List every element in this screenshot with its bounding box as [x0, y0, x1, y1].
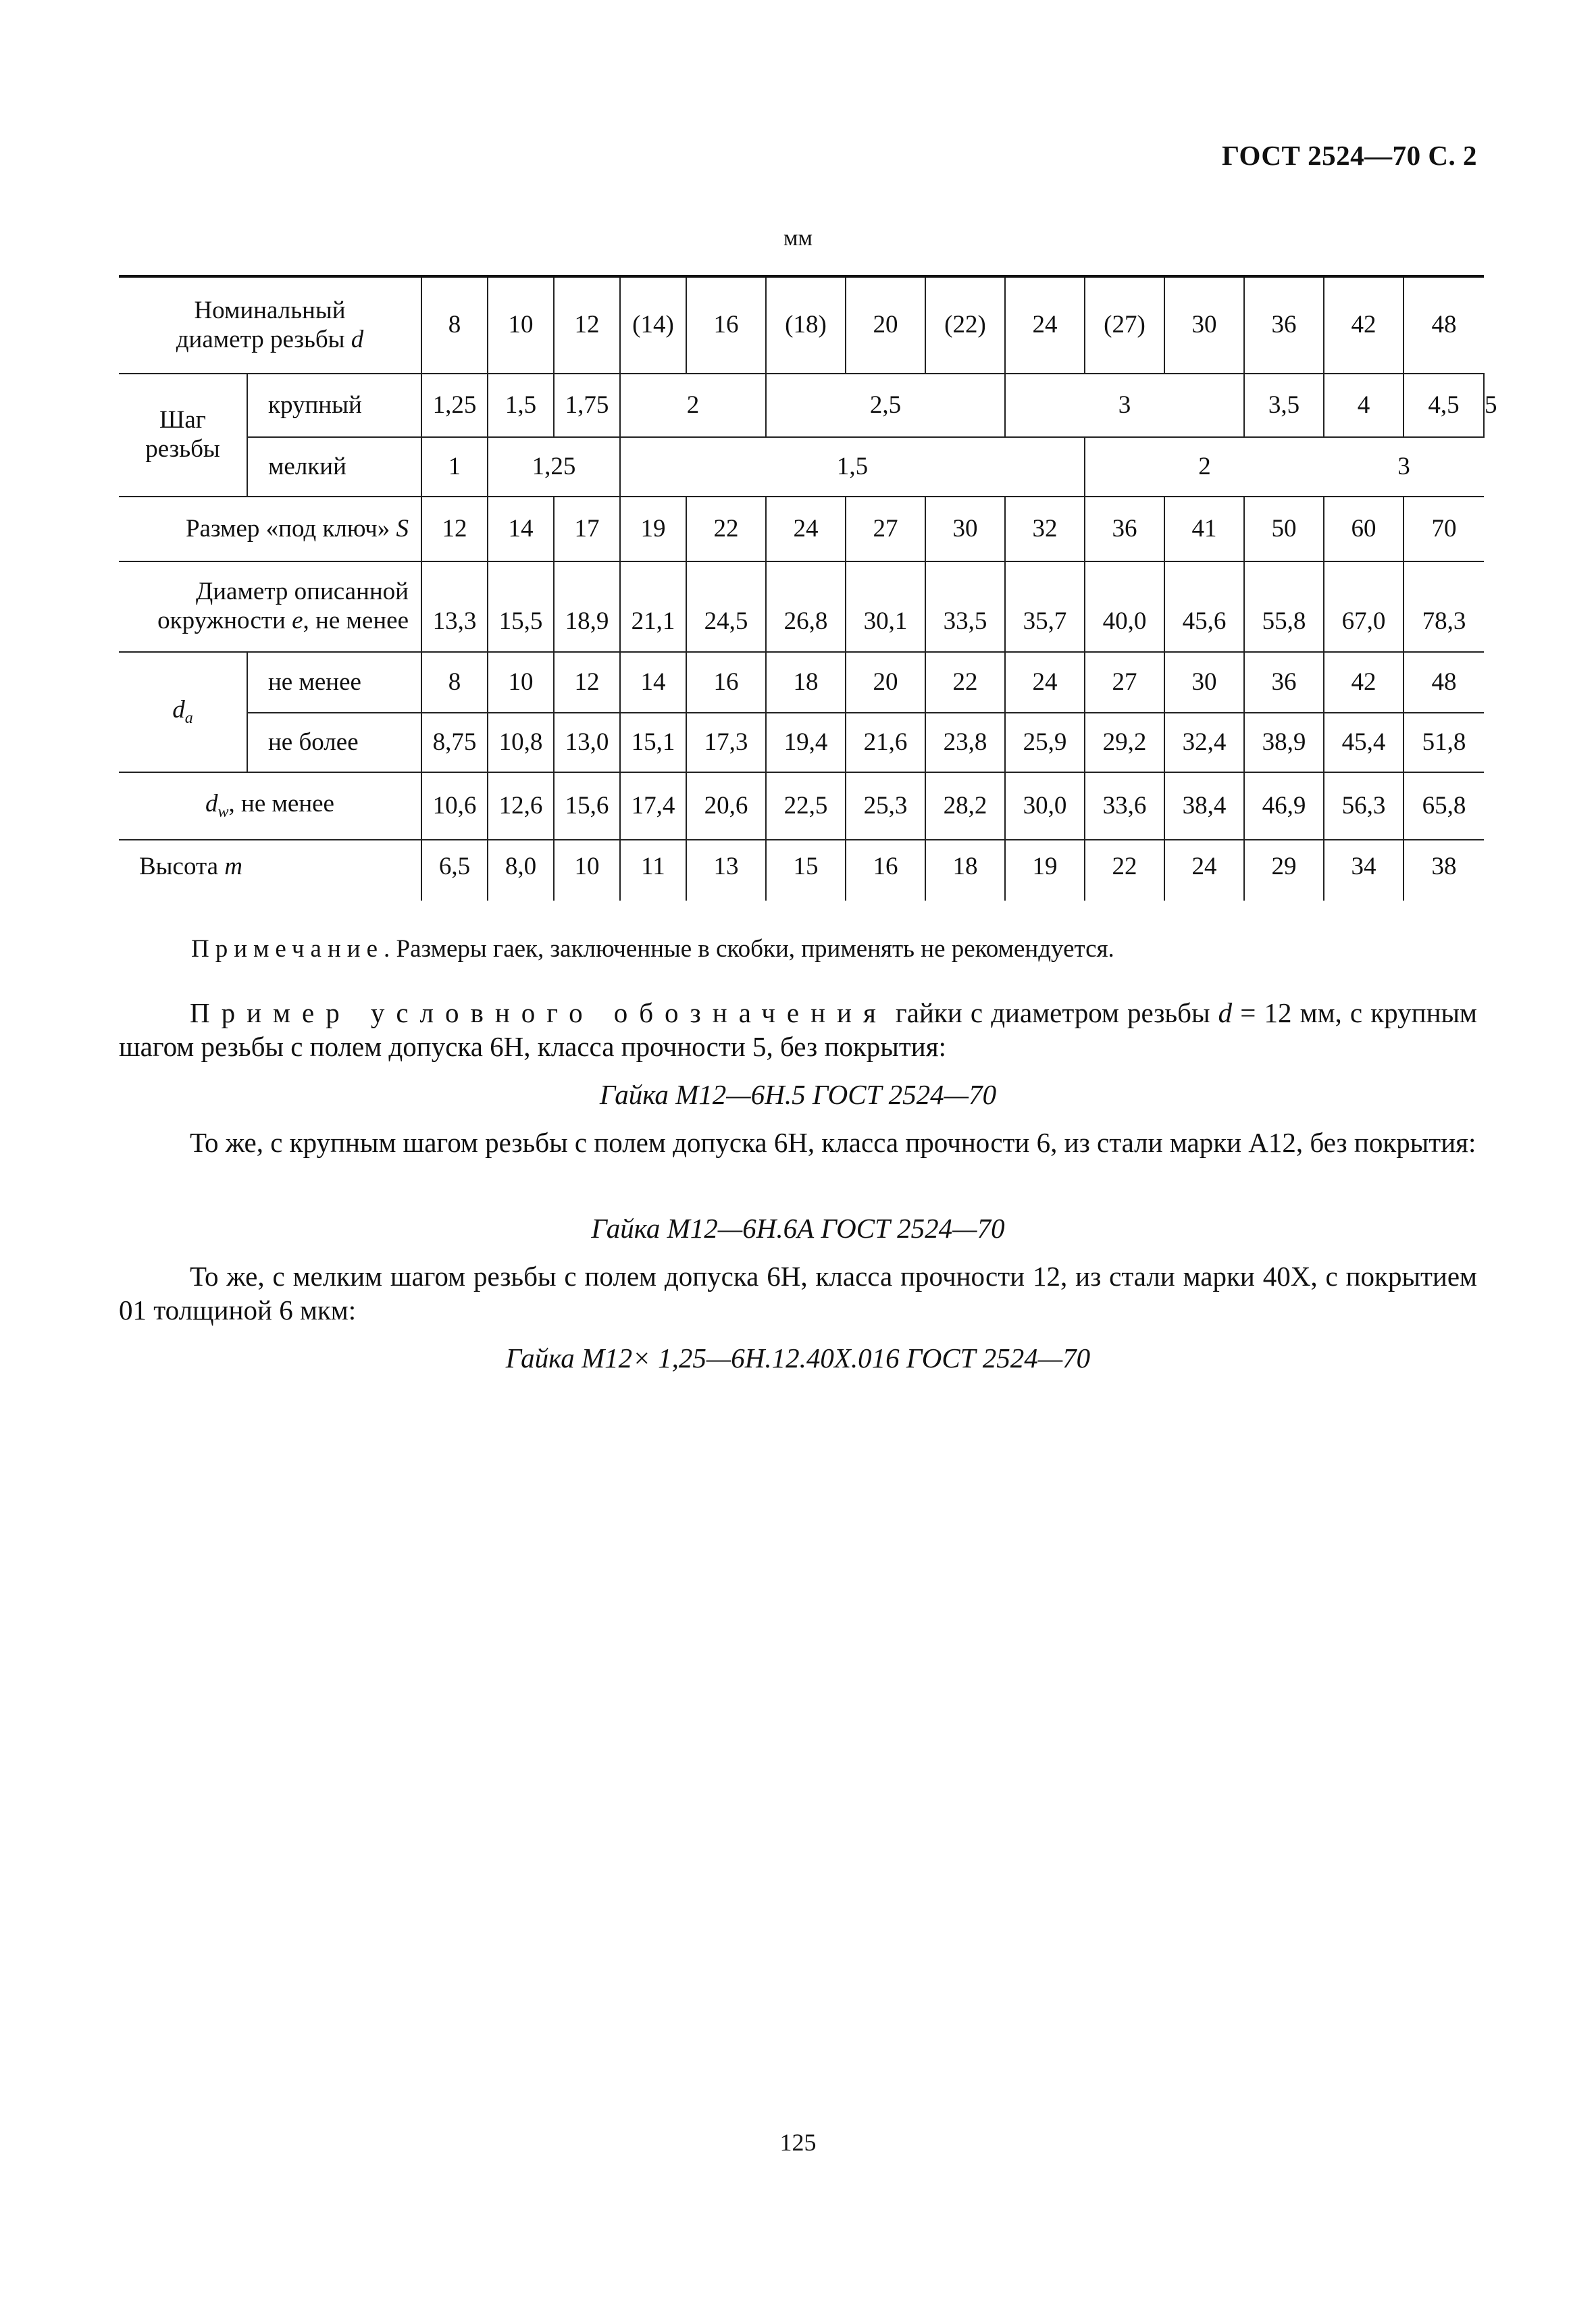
table-cell: 56,3 [1324, 772, 1404, 840]
table-cell: 42 [1324, 276, 1404, 374]
table-cell: 17 [554, 497, 620, 561]
table-cell: 10 [488, 652, 554, 713]
label-text: резьбы [145, 435, 220, 463]
table-cell: 20 [846, 652, 925, 713]
table-cell: 24 [1005, 276, 1085, 374]
table-cell: 10 [554, 840, 620, 901]
table-cell: 30 [925, 497, 1005, 561]
table-cell: (18) [766, 276, 846, 374]
table-cell: 32,4 [1164, 713, 1244, 772]
table-cell: 11 [620, 840, 686, 901]
table-cell: 21,6 [846, 713, 925, 772]
example-text: = 12 мм, с крупным шагом резьбы с полем допуска 6Н, класса прочности 5, без покрытия: [119, 997, 1477, 1062]
row-label-wrench [119, 497, 421, 561]
table-cell: 22,5 [766, 772, 846, 840]
note-text: . Размеры гаек, заключенные в скобки, применять не рекомендуется. [384, 935, 1114, 963]
table-cell: 14 [620, 652, 686, 713]
table-cell: 65,8 [1404, 772, 1484, 840]
label-subscript: a [184, 709, 193, 728]
label-var: m [224, 853, 243, 880]
table-cell: (27) [1085, 276, 1164, 374]
label-var: d [172, 696, 185, 724]
table-cell: 20,6 [686, 772, 766, 840]
table-cell: 12 [554, 652, 620, 713]
table-cell: 38,9 [1244, 713, 1324, 772]
table-cell: 1,5 [620, 437, 1085, 497]
table-cell: 19 [620, 497, 686, 561]
table-cell: 24 [1164, 840, 1244, 901]
table-cell: 30,1 [846, 561, 925, 652]
table-cell: 3 [1005, 374, 1244, 437]
example-text: гайки с диаметром резьбы [887, 997, 1218, 1028]
table-cell: 24 [1005, 652, 1085, 713]
table-cell: 18 [925, 840, 1005, 901]
table-cell: 22 [686, 497, 766, 561]
table-cell: 41 [1164, 497, 1244, 561]
table-row-circumscribed [119, 561, 1484, 652]
row-label-da [119, 652, 247, 772]
table-cell: 1,25 [421, 374, 488, 437]
table-cell: 10,6 [421, 772, 488, 840]
table-cell: 2,5 [766, 374, 1005, 437]
table-cell: 13,0 [554, 713, 620, 772]
note-heading: Примечание [191, 935, 384, 963]
table-cell: 78,3 [1404, 561, 1484, 652]
table-cell: 3 [1324, 437, 1484, 497]
row-label-circumscribed [119, 561, 421, 652]
table-cell: 14 [488, 497, 554, 561]
table-cell: 32 [1005, 497, 1085, 561]
table-row-coarse-pitch: Шаг резьбы крупный 1,25 1,5 1,75 2 2,5 3 3,5 4 4,5 5 [119, 374, 1484, 437]
table-cell: 25,3 [846, 772, 925, 840]
table-cell: 67,0 [1324, 561, 1404, 652]
table-cell: 15,5 [488, 561, 554, 652]
example-paragraph [119, 996, 1477, 1063]
table-cell: 12,6 [488, 772, 554, 840]
table-cell: 27 [846, 497, 925, 561]
table-cell: 13,3 [421, 561, 488, 652]
example-var: d [1218, 997, 1233, 1028]
table-cell: 10,8 [488, 713, 554, 772]
table-cell: 4 [1324, 374, 1404, 437]
table-cell: 8 [421, 652, 488, 713]
table-cell: 30 [1164, 652, 1244, 713]
row-label-coarse: крупный [247, 374, 421, 437]
label-text: , не менее [228, 790, 334, 818]
table-cell: 38,4 [1164, 772, 1244, 840]
table-cell: 55,8 [1244, 561, 1324, 652]
row-label-fine: мелкий [247, 437, 421, 497]
table-cell: 16 [686, 652, 766, 713]
paragraph-2: То же, с крупным шагом резьбы с полем допуска 6Н, класса прочности 6, из стали марки А12, без покрытия: [190, 1127, 1476, 1158]
table-cell: (14) [620, 276, 686, 374]
table-cell: 45,4 [1324, 713, 1404, 772]
table-cell: 35,7 [1005, 561, 1085, 652]
table-cell: 4,5 [1404, 374, 1484, 437]
table-cell: 15,6 [554, 772, 620, 840]
table-cell: 19,4 [766, 713, 846, 772]
table-cell: 1,25 [488, 437, 620, 497]
label-text: диаметр резьбы [176, 325, 345, 353]
table-cell: 20 [846, 276, 925, 374]
designation-1: Гайка М12—6Н.5 ГОСТ 2524—70 [599, 1079, 997, 1110]
table-cell: 29 [1244, 840, 1324, 901]
table-cell: 33,6 [1085, 772, 1164, 840]
table-cell: 24,5 [686, 561, 766, 652]
label-var: S [396, 514, 409, 543]
table-row-fine-pitch [119, 437, 1484, 497]
row-label-pitch [119, 374, 247, 497]
label-text: , не менее [303, 607, 409, 634]
table-cell: 8,75 [421, 713, 488, 772]
paragraph-3: То же, с мелким шагом резьбы с полем допуска 6Н, класса прочности 12, из стали марки 40Х, с покрытием 01 толщиной 6 мкм: [119, 1261, 1477, 1326]
table-cell: 60 [1324, 497, 1404, 561]
label-text: Размер «под ключ» [185, 514, 390, 543]
table-cell: 36 [1244, 652, 1324, 713]
label-text: Номинальный [194, 296, 346, 324]
table-cell: 13 [686, 840, 766, 901]
label-var: e [292, 607, 303, 634]
table-cell: 36 [1085, 497, 1164, 561]
table-cell: 29,2 [1085, 713, 1164, 772]
table-cell: 16 [846, 840, 925, 901]
table-cell: 70 [1404, 497, 1484, 561]
table-row-diameter [119, 276, 1484, 374]
table-cell: 27 [1085, 652, 1164, 713]
table-cell: 10 [488, 276, 554, 374]
designation-2: Гайка М12—6Н.6А ГОСТ 2524—70 [591, 1213, 1005, 1244]
table-cell: 48 [1404, 652, 1484, 713]
unit-label: мм [783, 226, 813, 251]
table-cell: 38 [1404, 840, 1484, 901]
table-cell: 21,1 [620, 561, 686, 652]
table-cell: 30,0 [1005, 772, 1085, 840]
table-cell: 18 [766, 652, 846, 713]
table-cell: 50 [1244, 497, 1324, 561]
table-cell: 23,8 [925, 713, 1005, 772]
table-cell: 1 [421, 437, 488, 497]
table-cell: 3,5 [1244, 374, 1324, 437]
label-text: окружности [157, 607, 286, 634]
table-cell: 8 [421, 276, 488, 374]
table-cell: 30 [1164, 276, 1244, 374]
row-label-da-max: не более [247, 713, 421, 772]
table-cell: 26,8 [766, 561, 846, 652]
table-cell: 25,9 [1005, 713, 1085, 772]
table-cell: 34 [1324, 840, 1404, 901]
label-text: Диаметр описанной [196, 578, 409, 606]
row-label-da-min: не менее [247, 652, 421, 713]
table-cell: 12 [554, 276, 620, 374]
table-cell: 8,0 [488, 840, 554, 901]
table-cell: 19 [1005, 840, 1085, 901]
table-cell: 45,6 [1164, 561, 1244, 652]
row-label-diameter [119, 276, 421, 374]
table-note [191, 932, 1474, 966]
table-cell: 24 [766, 497, 846, 561]
table-cell: 22 [925, 652, 1005, 713]
label-text: Шаг [159, 406, 206, 434]
table-cell: 1,5 [488, 374, 554, 437]
page-number: 125 [779, 2129, 817, 2156]
row-label-dw [119, 772, 421, 840]
table-cell: 17,4 [620, 772, 686, 840]
table-row-da-min [119, 652, 1484, 713]
table-row-dw [119, 772, 1484, 840]
label-text: Высота [139, 853, 219, 880]
table-cell: 2 [620, 374, 766, 437]
table-cell: 15,1 [620, 713, 686, 772]
table-cell: 15 [766, 840, 846, 901]
table-cell: 16 [686, 276, 766, 374]
table-cell: 17,3 [686, 713, 766, 772]
table-cell: 22 [1085, 840, 1164, 901]
label-subscript: w [217, 803, 229, 822]
table-cell: 51,8 [1404, 713, 1484, 772]
table-cell: 36 [1244, 276, 1324, 374]
example-heading: Пример условного обозначения [190, 997, 887, 1028]
table-cell: 48 [1404, 276, 1484, 374]
table-cell: 6,5 [421, 840, 488, 901]
table-cell: 12 [421, 497, 488, 561]
table-row-height [119, 840, 1484, 901]
table-cell: 46,9 [1244, 772, 1324, 840]
label-var: d [351, 325, 364, 353]
table-cell: 40,0 [1085, 561, 1164, 652]
table-cell: (22) [925, 276, 1005, 374]
table-cell: 18,9 [554, 561, 620, 652]
table-row-da-max [119, 713, 1484, 772]
designation-3: Гайка М12× 1,25—6Н.12.40Х.016 ГОСТ 2524—70 [505, 1342, 1091, 1374]
table-cell: 33,5 [925, 561, 1005, 652]
row-label-height [119, 840, 421, 901]
document-header: ГОСТ 2524—70 С. 2 [1221, 140, 1477, 171]
table-row-wrench-size [119, 497, 1484, 561]
table-cell: 2 [1085, 437, 1324, 497]
table-cell: 1,75 [554, 374, 620, 437]
dimensions-table [119, 275, 1497, 901]
table-cell: 28,2 [925, 772, 1005, 840]
label-var: d [205, 790, 218, 818]
table-cell: 42 [1324, 652, 1404, 713]
